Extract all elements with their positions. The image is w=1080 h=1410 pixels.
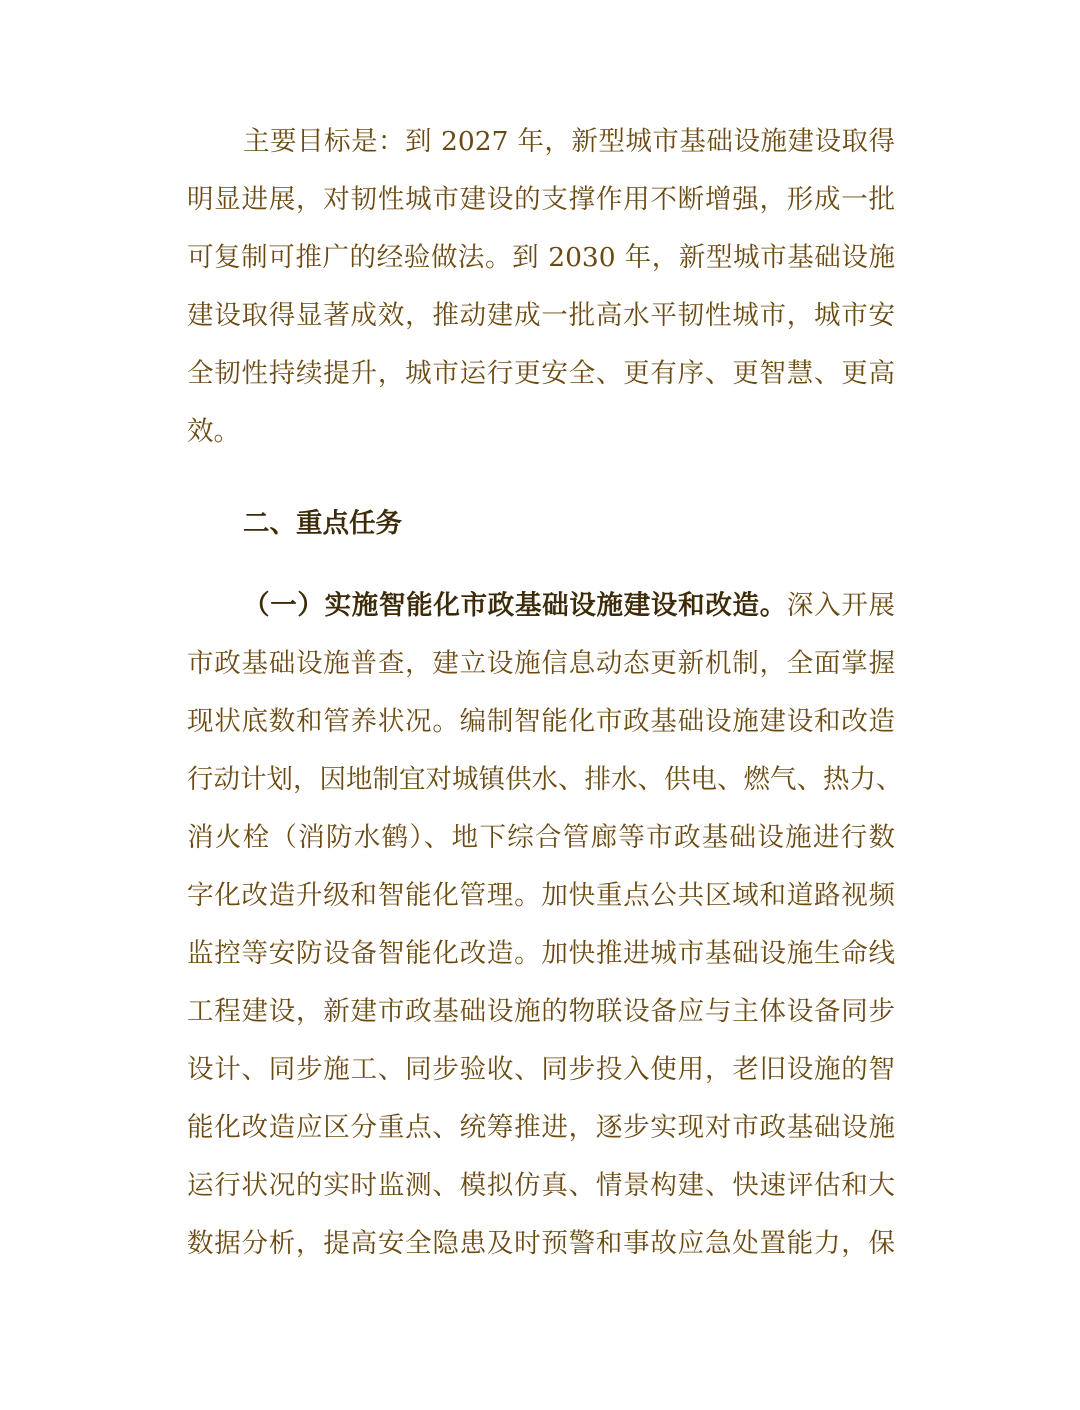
- goals-line-6: 效。: [187, 416, 240, 447]
- task1-line-11: 运行状况的实时监测、模拟仿真、情景构建、快速评估和大: [187, 1170, 895, 1201]
- task1-line-2: 市政基础设施普查，建立设施信息动态更新机制，全面掌握: [187, 648, 895, 679]
- goals-line-1: 主要目标是：到 2027 年，新型城市基础设施建设取得: [243, 126, 895, 157]
- task1-line-4: 行动计划，因地制宜对城镇供水、排水、供电、燃气、热力、: [187, 764, 903, 795]
- goals-line-4: 建设取得显著成效，推动建成一批高水平韧性城市，城市安: [187, 300, 895, 331]
- task1-first-line-rest: 深入开展: [786, 590, 896, 621]
- task1-line-10: 能化改造应区分重点、统筹推进，逐步实现对市政基础设施: [187, 1112, 895, 1143]
- section-heading: 二、重点任务: [243, 508, 402, 539]
- task1-line-8: 工程建设，新建市政基础设施的物联设备应与主体设备同步: [187, 996, 895, 1027]
- goals-line-5: 全韧性持续提升，城市运行更安全、更有序、更智慧、更高: [187, 358, 895, 389]
- task1-line-12: 数据分析，提高安全隐患及时预警和事故应急处置能力，保: [187, 1228, 895, 1259]
- task1-line-9: 设计、同步施工、同步验收、同步投入使用，老旧设施的智: [187, 1054, 895, 1085]
- task1-title: （一）实施智能化市政基础设施建设和改造。: [243, 590, 787, 621]
- goals-line-3: 可复制可推广的经验做法。到 2030 年，新型城市基础设施: [187, 242, 895, 273]
- task1-line-3: 现状底数和管养状况。编制智能化市政基础设施建设和改造: [187, 706, 895, 737]
- task1-line-7: 监控等安防设备智能化改造。加快推进城市基础设施生命线: [187, 938, 895, 969]
- goals-line-2: 明显进展，对韧性城市建设的支撑作用不断增强，形成一批: [187, 184, 895, 215]
- task1-line-6: 字化改造升级和智能化管理。加快重点公共区域和道路视频: [187, 880, 895, 911]
- task1-line-1: [243, 586, 895, 626]
- task1-line-5: 消火栓（消防水鹤）、地下综合管廊等市政基础设施进行数: [187, 822, 895, 853]
